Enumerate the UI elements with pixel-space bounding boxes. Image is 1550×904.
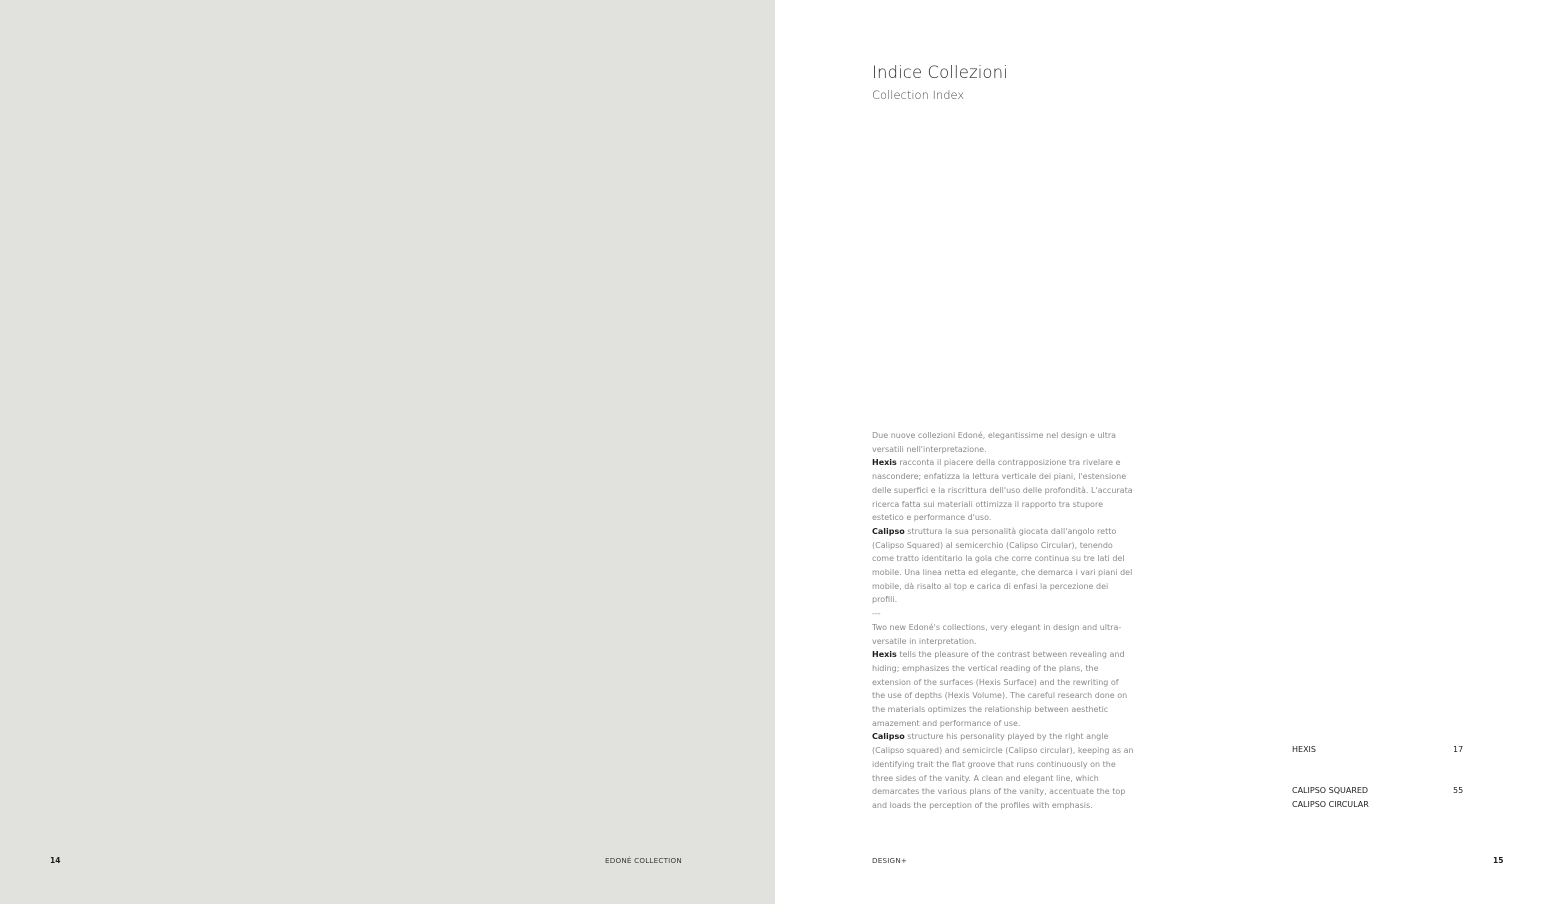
italian-calipso-paragraph: [872, 525, 1134, 607]
italian-calipso-text: struttura la sua personalità giocata dall'angolo retto (Calipso Squared) al semicerchio (Calipso Circular), tenendo come tratto identitario la gola che corre continua su tre lati del mobile. Una linea netta ed elegante, che demarca i vari piani del mobile, dà risalto al top e carica di enfasi la percezione dei profili.: [872, 526, 1133, 605]
english-intro: Two new Edoné's collections, very elegant in design and ultra-versatile in interpretation.: [872, 622, 1122, 646]
index-entry-calipso-squared: CALIPSO SQUARED: [1292, 786, 1369, 795]
index-entry-calipso-circular: CALIPSO CIRCULAR: [1292, 800, 1369, 809]
italian-intro: Due nuove collezioni Edoné, elegantissime nel design e ultra versatili nell'interpretazione.: [872, 431, 1117, 454]
index-page-hexis: 17: [1453, 745, 1464, 754]
english-calipso-paragraph: [872, 730, 1134, 812]
italian-hexis-paragraph: [872, 456, 1134, 525]
page-number-right: 15: [1493, 856, 1504, 865]
page-subtitle: Collection Index: [872, 88, 965, 102]
english-hexis-name: Hexis: [872, 650, 897, 660]
italian-hexis-name: Hexis: [872, 458, 897, 468]
page-number-left: 14: [50, 856, 61, 865]
italian-calipso-name: Calipso: [872, 526, 905, 536]
right-page: [775, 0, 1550, 904]
english-hexis-text: tells the pleasure of the contrast between revealing and hiding; emphasizes the vertical reading of the plans, the extension of the surfaces (Hexis Surface) and the rewriting of the use of depths (Hexis Volume). The careful research done on the materials optimizes the relationship between aesthetic amazement and performance of use.: [872, 650, 1128, 728]
language-separator: ---: [872, 609, 881, 619]
index-entry-hexis: HEXIS: [1292, 745, 1316, 754]
english-calipso-text: structure his personality played by the right angle (Calipso squared) and semicircle (Calipso circular), keeping as an identifying trait the flat groove that runs continuously on the three sides of the vanity. A clean and elegant line, which demarcates the various plans of the vanity, accentuate the top and loads the perception of the profiles with emphasis.: [872, 732, 1134, 810]
description-text: [872, 429, 1134, 813]
index-page-calipso: 55: [1453, 786, 1464, 795]
italian-hexis-text: racconta il piacere della contrapposizione tra rivelare e nascondere; enfatizza la lettura verticale dei piani, l'estensione delle superfici e la riscrittura dell'uso delle profondità. L'accurata ricerca fatta sui materiali ottimizza il rapporto tra stupore estetico e performance d'uso.: [872, 458, 1133, 523]
page-title: Indice Collezioni: [872, 63, 1008, 82]
english-calipso-name: Calipso: [872, 732, 905, 742]
footer-collection-label: EDONÉ COLLECTION: [605, 856, 682, 865]
footer-design-label: DESIGN+: [872, 856, 908, 865]
english-hexis-paragraph: [872, 648, 1134, 730]
